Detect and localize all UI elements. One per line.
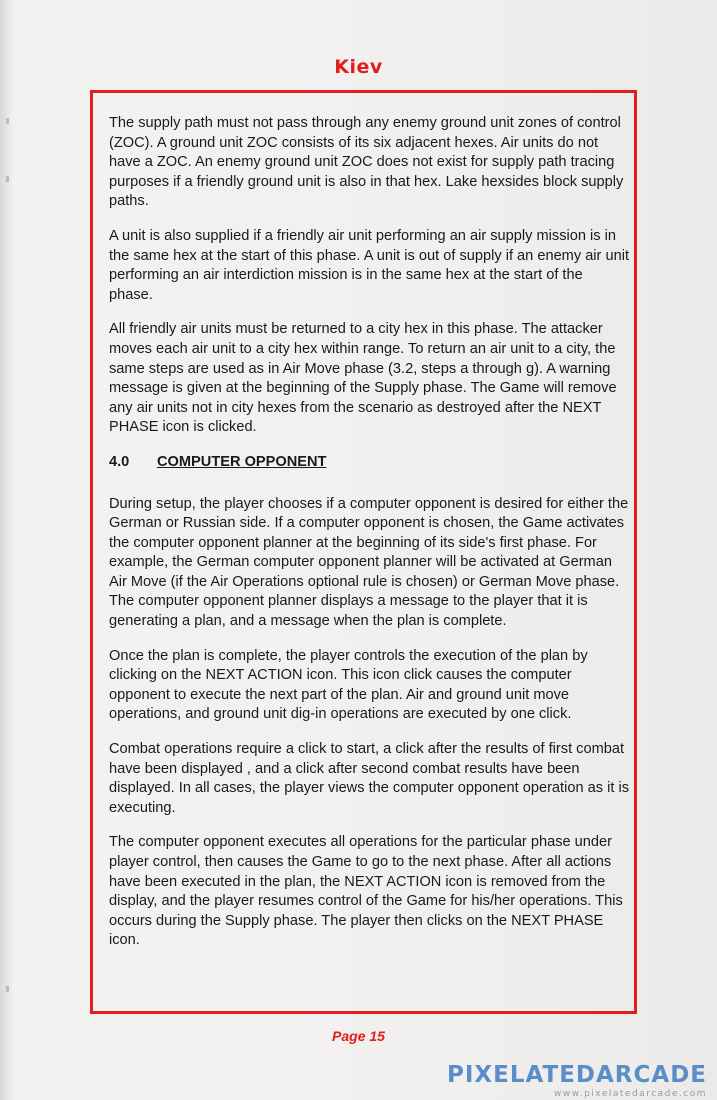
content-body xyxy=(109,114,629,966)
paragraph-supply-path: The supply path must not pass through any enemy ground unit zones of control (ZOC). A ground unit ZOC consists of its six adjacent hexes. Air units do not have a ZOC. An enemy ground unit ZOC does not exist for supply path tracing purposes if a friendly ground unit is also in that hex. Lake hexsides block supply paths. xyxy=(109,115,624,210)
page-number: Page 15 xyxy=(332,1028,385,1044)
watermark-brand: PIXELATEDARCADE xyxy=(446,1062,707,1088)
watermark-url: www.pixelatedarcade.com xyxy=(553,1089,707,1099)
binding-mark xyxy=(6,118,9,124)
binding-mark xyxy=(6,176,9,182)
section-number: 4.0 xyxy=(109,453,130,470)
paragraph-combat-operations: Combat operations require a click to start, a click after the results of first combat have been displayed , and a click after second combat results have been displayed. In all cases, the player views the computer opponent operation as it is executing. xyxy=(109,741,629,816)
section-title: COMPUTER OPPONENT xyxy=(157,453,327,470)
page-title: Kiev xyxy=(334,56,383,78)
paragraph-phase-complete: The computer opponent executes all operations for the particular phase under player control, then causes the Game to go to the next phase. After all actions have been executed in the plan, the NEXT ACTION icon is removed from the display, and the player resumes control of the Game for his/her operations. This occurs during the Supply phase. The player then clicks on the NEXT PHASE icon. xyxy=(109,834,623,949)
binding-mark xyxy=(6,986,9,992)
watermark xyxy=(447,1064,707,1099)
paragraph-setup: During setup, the player chooses if a computer opponent is desired for either the German or Russian side. If a computer opponent is chosen, the Game activates the computer opponent planner at the beginning of its side's first phase. For example, the German computer opponent planner will be activated at German Air Move (if the Air Operations optional rule is chosen) or German Move phase. The computer opponent planner displays a message to the player that it is generating a plan, and a message when the plan is complete. xyxy=(109,495,629,630)
paragraph-air-return: All friendly air units must be returned to a city hex in this phase. The attacker moves each air unit to a city hex within range. To return an air unit to a city, the same steps are used as in Air Move phase (3.2, steps a through g). A warning message is given at the beginning of the Supply phase. The Game will remove any air units not in city hexes from the scenario as destroyed after the NEXT PHASE icon is clicked. xyxy=(109,321,617,436)
paragraph-plan-execution: Once the plan is complete, the player controls the execution of the plan by clicking on the NEXT ACTION icon. This icon click causes the computer opponent to execute the next part of the plan. Air and ground unit move operations, and ground unit dig-in operations are executed by one click. xyxy=(109,647,588,723)
paragraph-air-supply: A unit is also supplied if a friendly air unit performing an air supply mission is in the same hex at the start of this phase. A unit is out of supply if an enemy air unit performing an air interdiction mission is in the same hex at the start of the phase. xyxy=(109,227,629,303)
section-heading xyxy=(109,453,629,473)
